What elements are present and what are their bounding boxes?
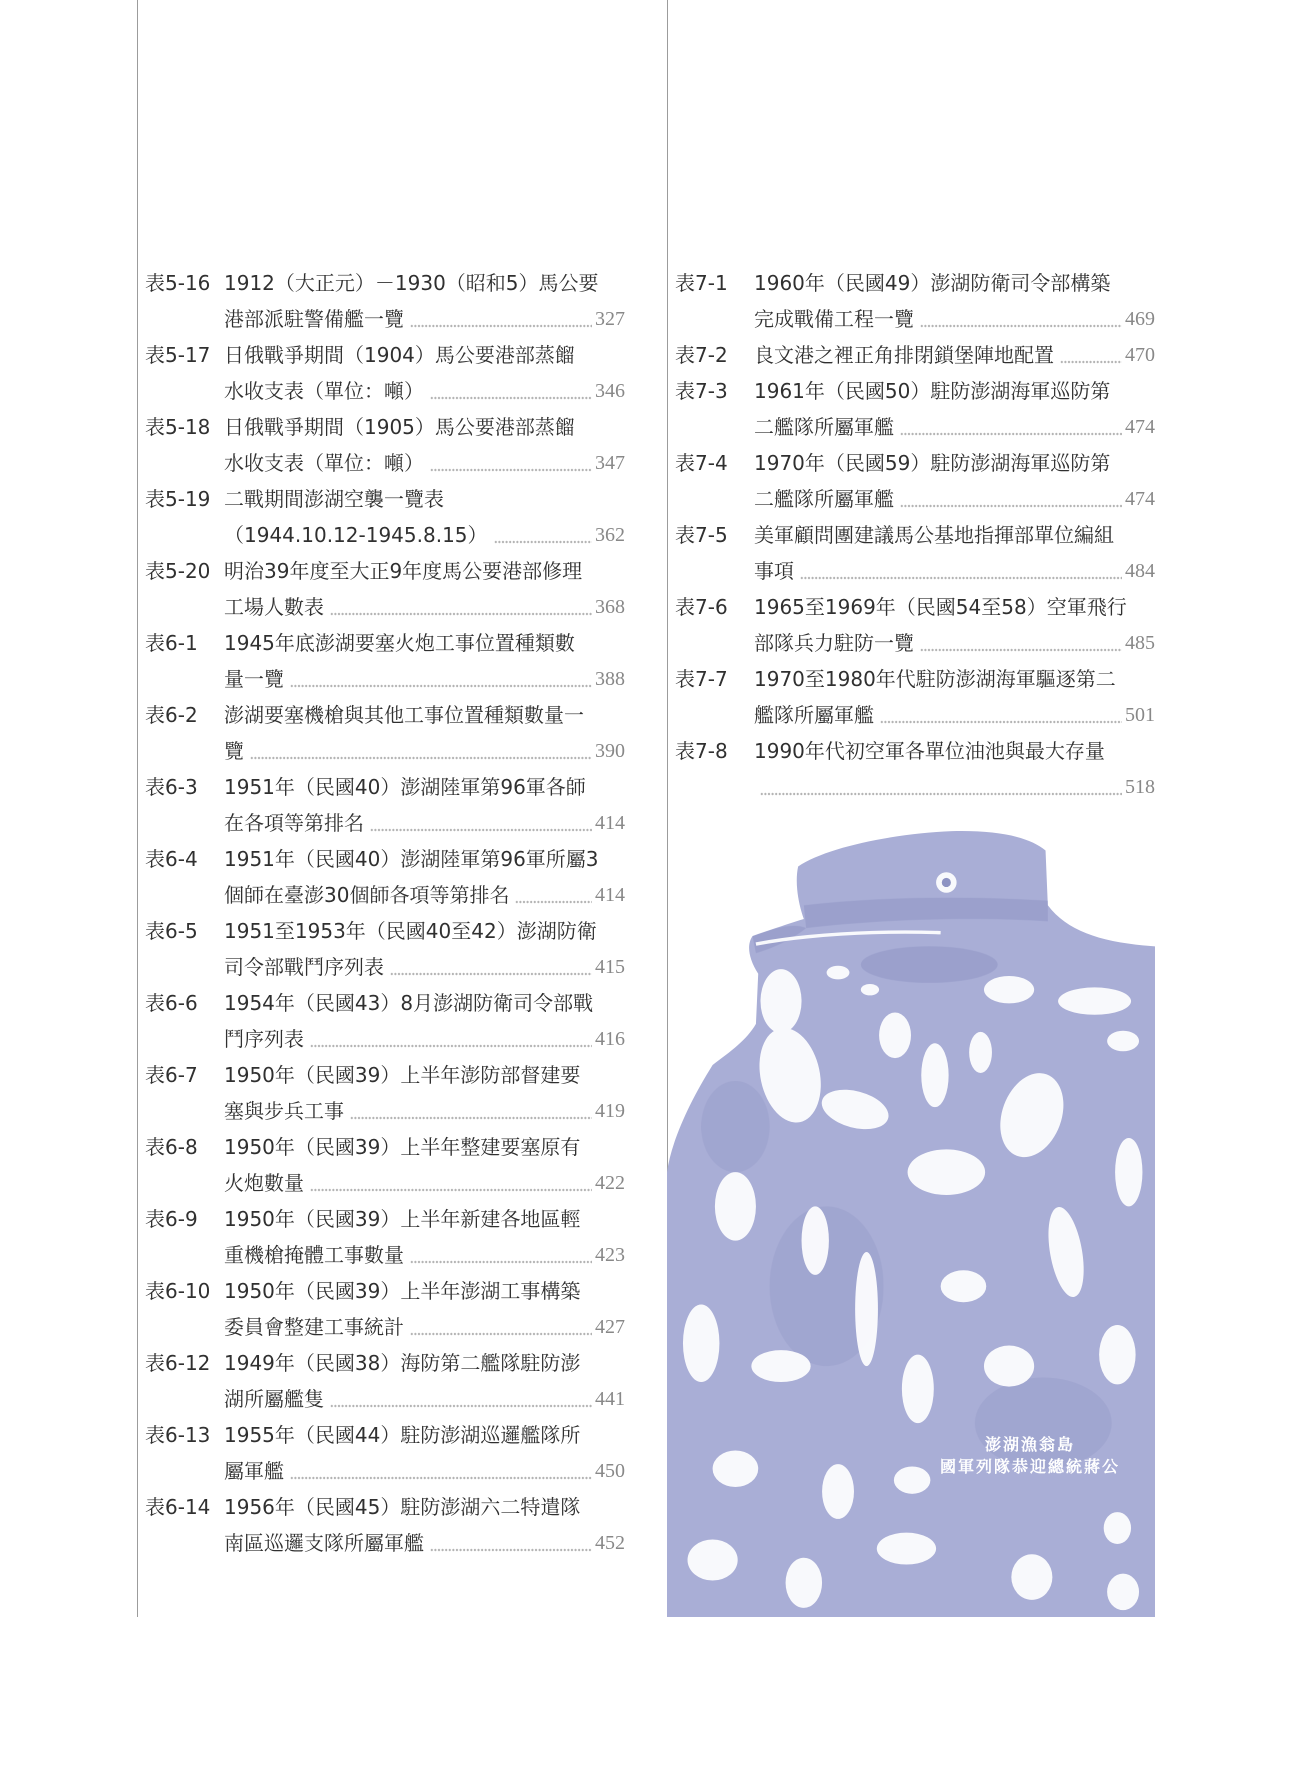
entry-title-continued: 委員會整建工事統計: [224, 1315, 404, 1339]
toc-entry: [675, 589, 1155, 661]
page-number: 427: [595, 1316, 625, 1338]
table-number: 表6-1: [145, 631, 198, 655]
page-number: 441: [595, 1388, 625, 1410]
entry-title: 1970至1980年代駐防澎湖海軍驅逐第二: [754, 667, 1116, 691]
entry-title: 1950年（民國39）上半年整建要塞原有: [224, 1135, 581, 1159]
entry-title-continued: 司令部戰鬥序列表: [224, 955, 384, 979]
entry-title-continued: 港部派駐警備艦一覽: [224, 307, 404, 331]
entry-title-continued: 完成戰備工程一覽: [754, 307, 914, 331]
entry-title-continued: 塞與步兵工事: [224, 1099, 344, 1123]
page-number: 422: [595, 1172, 625, 1194]
entry-line: [145, 445, 625, 481]
entry-line: [675, 733, 1155, 769]
entry-title: 1961年（民國50）駐防澎湖海軍巡防第: [754, 379, 1111, 403]
page-number: 414: [595, 812, 625, 834]
entry-line: [675, 661, 1155, 697]
toc-entry: [675, 517, 1155, 589]
toc-entry: [145, 1273, 625, 1345]
entry-line: [145, 733, 625, 769]
dot-leader: [920, 625, 1122, 661]
page-number: 474: [1125, 416, 1155, 438]
entry-title: 1954年（民國43）8月澎湖防衛司令部戰: [224, 991, 594, 1015]
entry-title: 1950年（民國39）上半年新建各地區輕: [224, 1207, 581, 1231]
page-number: 450: [595, 1460, 625, 1482]
entry-title: 1956年（民國45）駐防澎湖六二特遣隊: [224, 1495, 581, 1519]
table-number: 表6-10: [145, 1279, 211, 1303]
page-number: 423: [595, 1244, 625, 1266]
table-number: 表6-8: [145, 1135, 198, 1159]
entry-title-continued: 在各項等第排名: [224, 811, 364, 835]
page-number: 415: [595, 956, 625, 978]
entry-title-continued: 重機槍掩體工事數量: [224, 1243, 404, 1267]
entry-line: [145, 805, 625, 841]
toc-entry: [145, 265, 625, 337]
entry-title-continued: 工場人數表: [224, 595, 324, 619]
table-number: 表7-7: [675, 667, 728, 691]
entry-title: 澎湖要塞機槍與其他工事位置種類數量一: [224, 703, 584, 727]
toc-entry: [675, 733, 1155, 805]
photo-caption-line1: 澎湖漁翁島: [984, 1435, 1075, 1454]
entry-line: [675, 625, 1155, 661]
entry-line: [145, 913, 625, 949]
entry-line: [145, 373, 625, 409]
entry-line: [675, 517, 1155, 553]
table-number: 表6-4: [145, 847, 198, 871]
entry-title: 日俄戰爭期間（1904）馬公要港部蒸餾: [224, 343, 575, 367]
table-number: 表5-20: [145, 559, 211, 583]
page-number: 347: [595, 452, 625, 474]
page-number: 484: [1125, 560, 1155, 582]
entry-line: [145, 769, 625, 805]
entry-line: [675, 337, 1155, 373]
entry-line: [675, 481, 1155, 517]
entry-title: 1960年（民國49）澎湖防衛司令部構築: [754, 271, 1111, 295]
photo-caption-line2: 國軍列隊恭迎總統蔣公: [939, 1457, 1120, 1476]
entry-title: 1955年（民國44）駐防澎湖巡邏艦隊所: [224, 1423, 581, 1447]
dot-leader: [430, 1525, 592, 1561]
page-number: 501: [1125, 704, 1155, 726]
entry-title: 二戰期間澎湖空襲一覽表: [224, 487, 444, 511]
toc-entry: [145, 1201, 625, 1273]
entry-title: 1949年（民國38）海防第二艦隊駐防澎: [224, 1351, 581, 1375]
entry-line: [145, 301, 625, 337]
toc-entry: [145, 337, 625, 409]
dot-leader: [430, 445, 592, 481]
entry-title-continued: （1944.10.12-1945.8.15）: [224, 523, 488, 547]
toc-entry: [145, 481, 625, 553]
dot-leader: [410, 1309, 592, 1345]
entry-line: [675, 697, 1155, 733]
page-number: 474: [1125, 488, 1155, 510]
table-number: 表6-2: [145, 703, 198, 727]
entry-title-continued: 屬軍艦: [224, 1459, 284, 1483]
entry-line: [145, 1489, 625, 1525]
dot-leader: [494, 517, 592, 553]
entry-line: [145, 949, 625, 985]
entry-line: [675, 265, 1155, 301]
table-number: 表6-12: [145, 1351, 211, 1375]
dot-leader: [390, 949, 592, 985]
toc-entry: [145, 1057, 625, 1129]
entry-line: [145, 1021, 625, 1057]
table-number: 表6-6: [145, 991, 198, 1015]
dot-leader: [310, 1165, 592, 1201]
entry-title: 明治39年度至大正9年度馬公要港部修理: [224, 559, 583, 583]
dot-leader: [1060, 337, 1122, 373]
entry-line: [145, 1093, 625, 1129]
entry-line: [145, 1273, 625, 1309]
entry-line: [675, 409, 1155, 445]
page-number: 388: [595, 668, 625, 690]
dot-leader: [290, 1453, 592, 1489]
page-number: 416: [595, 1028, 625, 1050]
toc-entry: [145, 409, 625, 481]
page-number: 452: [595, 1532, 625, 1554]
entry-title: 1950年（民國39）上半年澎防部督建要: [224, 1063, 581, 1087]
entry-line: [675, 373, 1155, 409]
dot-leader: [800, 553, 1122, 589]
dot-leader: [290, 661, 592, 697]
entry-title: 1970年（民國59）駐防澎湖海軍巡防第: [754, 451, 1111, 475]
table-number: 表6-13: [145, 1423, 211, 1447]
dot-leader: [330, 1381, 592, 1417]
dot-leader: [515, 877, 592, 913]
toc-entry: [145, 769, 625, 841]
photo-caption: [910, 1434, 1150, 1478]
toc-entry: [675, 445, 1155, 517]
entry-title: 日俄戰爭期間（1905）馬公要港部蒸餾: [224, 415, 575, 439]
dot-leader: [880, 697, 1122, 733]
entry-title-continued: 量一覽: [224, 667, 284, 691]
toc-entry: [145, 553, 625, 625]
table-number: 表6-14: [145, 1495, 211, 1519]
dot-leader: [900, 481, 1122, 517]
entry-line: [145, 1129, 625, 1165]
page-number: 414: [595, 884, 625, 906]
entry-title: 良文港之裡正角排閉鎖堡陣地配置: [754, 343, 1054, 367]
page-number: 390: [595, 740, 625, 762]
toc-column-right: [675, 265, 1155, 805]
entry-title: 1990年代初空軍各單位油池與最大存量: [754, 739, 1105, 763]
entry-title: 1965至1969年（民國54至58）空軍飛行: [754, 595, 1127, 619]
table-number: 表7-1: [675, 271, 728, 295]
toc-entry: [675, 661, 1155, 733]
entry-title-continued: 水收支表（單位：噸）: [224, 379, 424, 403]
toc-entry: [145, 1417, 625, 1489]
entry-line: [675, 769, 1155, 805]
entry-title-continued: 個師在臺澎30個師各項等第排名: [224, 883, 510, 907]
table-number: 表5-18: [145, 415, 211, 439]
entry-title-continued: 鬥序列表: [224, 1027, 304, 1051]
table-number: 表6-5: [145, 919, 198, 943]
entry-line: [145, 697, 625, 733]
entry-line: [675, 589, 1155, 625]
toc-entry: [675, 337, 1155, 373]
entry-title-continued: 覽: [224, 739, 244, 763]
page-number: 368: [595, 596, 625, 618]
dot-leader: [310, 1021, 592, 1057]
page-number: 485: [1125, 632, 1155, 654]
table-number: 表6-3: [145, 775, 198, 799]
vertical-rule-left: [137, 0, 138, 1617]
dot-leader: [350, 1093, 592, 1129]
entry-title: 1945年底澎湖要塞火炮工事位置種類數: [224, 631, 575, 655]
dot-leader: [370, 805, 592, 841]
table-number: 表7-2: [675, 343, 728, 367]
entry-line: [145, 985, 625, 1021]
dot-leader: [250, 733, 592, 769]
entry-line: [145, 553, 625, 589]
entry-title-continued: 艦隊所屬軍艦: [754, 703, 874, 727]
entry-line: [145, 1237, 625, 1273]
entry-line: [145, 1453, 625, 1489]
toc-entry: [145, 841, 625, 913]
toc-entry: [145, 985, 625, 1057]
table-number: 表7-6: [675, 595, 728, 619]
entry-line: [145, 265, 625, 301]
dot-leader: [330, 589, 592, 625]
page-number: 327: [595, 308, 625, 330]
cap-emblem-icon: [942, 878, 951, 887]
entry-title: 美軍顧問團建議馬公基地指揮部單位編組: [754, 523, 1114, 547]
entry-line: [145, 877, 625, 913]
entry-title: 1950年（民國39）上半年澎湖工事構築: [224, 1279, 581, 1303]
toc-entry: [675, 373, 1155, 445]
dot-leader: [900, 409, 1122, 445]
page-number: 419: [595, 1100, 625, 1122]
cover-photo: [667, 830, 1155, 1617]
entry-title: 1951年（民國40）澎湖陸軍第96軍所屬3: [224, 847, 599, 871]
entry-title-continued: 二艦隊所屬軍艦: [754, 487, 894, 511]
page-number: 470: [1125, 344, 1155, 366]
entry-title-continued: 二艦隊所屬軍艦: [754, 415, 894, 439]
toc-entry: [675, 265, 1155, 337]
page-number: 362: [595, 524, 625, 546]
toc-entry: [145, 1129, 625, 1201]
page-number: 469: [1125, 308, 1155, 330]
toc-entry: [145, 913, 625, 985]
entry-title-continued: 火炮數量: [224, 1171, 304, 1195]
dot-leader: [430, 373, 592, 409]
toc-entry: [145, 1345, 625, 1417]
table-number: 表5-17: [145, 343, 211, 367]
entry-line: [145, 337, 625, 373]
entry-line: [145, 1201, 625, 1237]
table-number: 表6-7: [145, 1063, 198, 1087]
entry-line: [145, 1345, 625, 1381]
entry-line: [675, 301, 1155, 337]
entry-line: [675, 553, 1155, 589]
entry-title-continued: 南區巡邏支隊所屬軍艦: [224, 1531, 424, 1555]
entry-title-continued: 湖所屬艦隻: [224, 1387, 324, 1411]
entry-line: [145, 841, 625, 877]
entry-line: [145, 409, 625, 445]
entry-line: [675, 445, 1155, 481]
table-number: 表7-4: [675, 451, 728, 475]
entry-line: [145, 661, 625, 697]
entry-title: 1912（大正元）－1930（昭和5）馬公要: [224, 271, 599, 295]
toc-entry: [145, 625, 625, 697]
entry-title: 1951年（民國40）澎湖陸軍第96軍各師: [224, 775, 586, 799]
table-number: 表7-8: [675, 739, 728, 763]
entry-title-continued: 部隊兵力駐防一覽: [754, 631, 914, 655]
dot-leader: [410, 301, 592, 337]
entry-line: [145, 589, 625, 625]
entry-line: [145, 517, 625, 553]
toc-column-left: [145, 265, 625, 1561]
toc-entry: [145, 697, 625, 769]
table-number: 表6-9: [145, 1207, 198, 1231]
table-number: 表5-16: [145, 271, 211, 295]
entry-line: [145, 1165, 625, 1201]
entry-line: [145, 1057, 625, 1093]
dot-leader: [920, 301, 1122, 337]
table-number: 表7-5: [675, 523, 728, 547]
toc-entry: [145, 1489, 625, 1561]
entry-line: [145, 1309, 625, 1345]
table-number: 表7-3: [675, 379, 728, 403]
entry-line: [145, 1381, 625, 1417]
entry-line: [145, 625, 625, 661]
entry-title-continued: 事項: [754, 559, 794, 583]
dot-leader: [760, 769, 1122, 805]
dot-leader: [410, 1237, 592, 1273]
page-number: 518: [1125, 776, 1155, 798]
entry-line: [145, 481, 625, 517]
page-number: 346: [595, 380, 625, 402]
entry-line: [145, 1417, 625, 1453]
entry-line: [145, 1525, 625, 1561]
entry-title-continued: 水收支表（單位：噸）: [224, 451, 424, 475]
table-number: 表5-19: [145, 487, 211, 511]
entry-title: 1951至1953年（民國40至42）澎湖防衛: [224, 919, 597, 943]
